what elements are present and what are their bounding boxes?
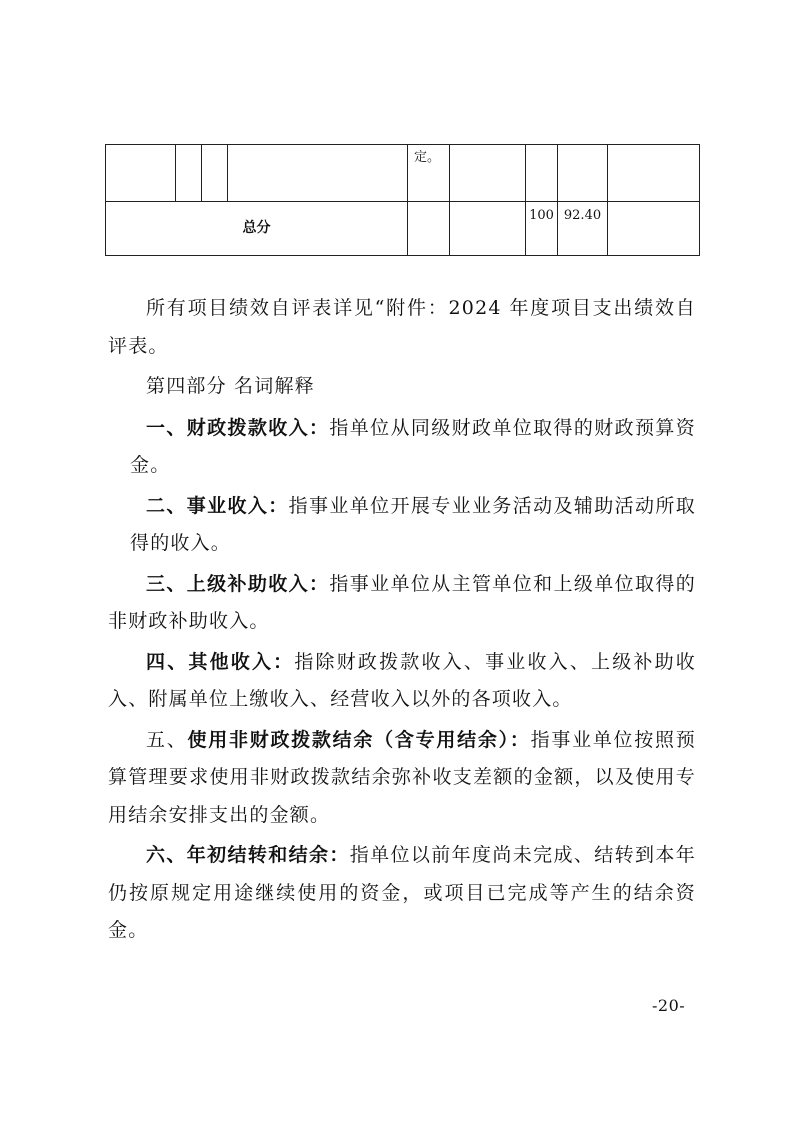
table-cell bbox=[202, 145, 228, 202]
table-cell bbox=[176, 145, 202, 202]
table-cell bbox=[608, 145, 700, 202]
total-actual-score: 92.40 bbox=[558, 202, 608, 256]
document-body bbox=[108, 290, 696, 953]
term-label: 一、财政拨款收入： bbox=[146, 416, 330, 439]
table-row-total bbox=[106, 202, 700, 256]
table-cell bbox=[526, 145, 558, 202]
term-paragraph bbox=[108, 566, 696, 641]
evaluation-table bbox=[105, 144, 700, 256]
evaluation-table-fragment bbox=[105, 144, 699, 256]
term-definition: 指单位以前年度尚未完成、结转到本年仍按原规定用途继续使用的资金，或项目已完成等产生的结余资金。 bbox=[108, 844, 696, 941]
term-definition: 指事业单位从主管单位和上级单位取得的非财政补助收入。 bbox=[108, 572, 696, 632]
term-label: 二、事业收入： bbox=[146, 494, 289, 517]
term-definition: 指单位从同级财政单位取得的财政预算资金。 bbox=[130, 416, 696, 476]
term-paragraph bbox=[108, 488, 696, 563]
page-number: -20- bbox=[652, 996, 686, 1015]
table-cell bbox=[608, 202, 700, 256]
term-definition: 指事业单位按照预算管理要求使用非财政拨款结余弥补收支差额的金额，以及使用专用结余安排支出的金额。 bbox=[108, 728, 696, 826]
term-definition: 指除财政拨款收入、事业收入、上级补助收入、附属单位上缴收入、经营收入以外的各项收入。 bbox=[108, 650, 696, 710]
total-label: 总分 bbox=[106, 202, 408, 256]
section-title: 第四部分 名词解释 bbox=[146, 375, 315, 397]
term-definition: 指事业单位开展专业业务活动及辅助活动所取得的收入。 bbox=[130, 494, 696, 554]
intro-paragraph: 所有项目绩效自评表详见“附件：2024 年度项目支出绩效自评表。 bbox=[108, 297, 696, 357]
table-cell bbox=[558, 145, 608, 202]
term-label: 三、上级补助收入： bbox=[146, 572, 330, 595]
table-cell bbox=[450, 145, 526, 202]
term-label: 使用非财政拨款结余（含专用结余）： bbox=[187, 728, 531, 751]
term-paragraph bbox=[108, 837, 696, 950]
term-paragraph bbox=[108, 410, 696, 485]
table-row bbox=[106, 145, 700, 202]
term-prefix: 五、 bbox=[146, 728, 188, 751]
term-label: 四、其他收入： bbox=[146, 650, 295, 673]
table-cell bbox=[106, 145, 176, 202]
table-cell bbox=[228, 145, 408, 202]
table-cell bbox=[408, 202, 450, 256]
term-paragraph bbox=[108, 644, 696, 719]
table-cell-note: 定。 bbox=[408, 145, 450, 202]
term-paragraph bbox=[108, 722, 696, 835]
total-max-score: 100 bbox=[526, 202, 558, 256]
term-label: 六、年初结转和结余： bbox=[146, 844, 350, 866]
table-cell bbox=[450, 202, 526, 256]
